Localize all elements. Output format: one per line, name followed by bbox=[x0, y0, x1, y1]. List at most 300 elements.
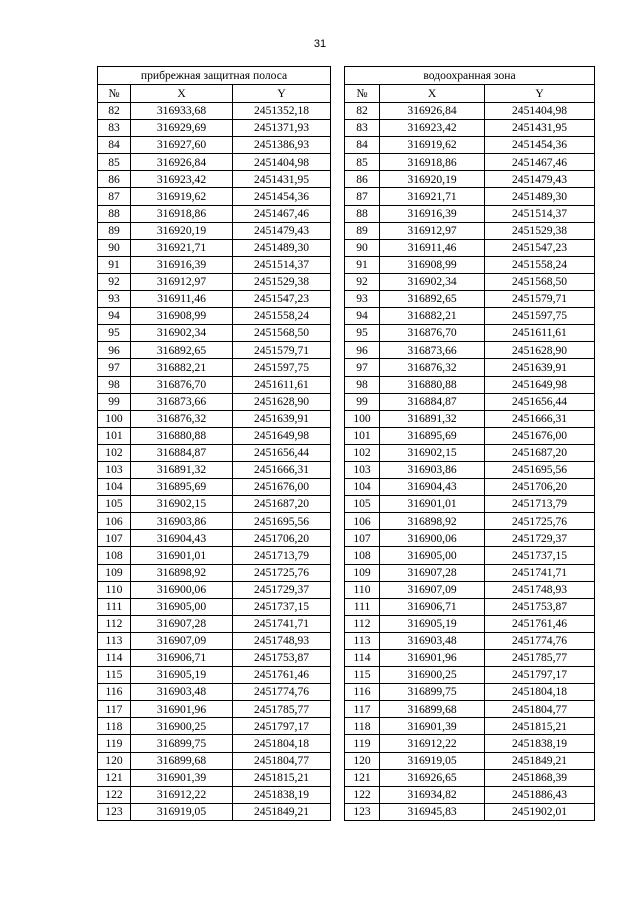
table-row bbox=[98, 120, 595, 137]
table-gap bbox=[331, 615, 345, 632]
left-cell-y: 2451676,00 bbox=[233, 479, 331, 496]
right-cell-y: 2451558,24 bbox=[485, 256, 595, 273]
right-cell-x: 316898,92 bbox=[380, 513, 485, 530]
left-cell-number: 109 bbox=[98, 564, 131, 581]
right-cell-y: 2451568,50 bbox=[485, 273, 595, 290]
left-cell-number: 83 bbox=[98, 120, 131, 137]
left-cell-y: 2451628,90 bbox=[233, 393, 331, 410]
right-cell-number: 98 bbox=[345, 376, 380, 393]
left-cell-x: 316902,15 bbox=[131, 496, 233, 513]
right-cell-x: 316891,32 bbox=[380, 410, 485, 427]
left-cell-y: 2451706,20 bbox=[233, 530, 331, 547]
left-cell-number: 93 bbox=[98, 291, 131, 308]
left-cell-y: 2451489,30 bbox=[233, 239, 331, 256]
left-column-header-number: № bbox=[98, 85, 131, 103]
table-row bbox=[98, 496, 595, 513]
left-cell-x: 316882,21 bbox=[131, 359, 233, 376]
left-cell-y: 2451547,23 bbox=[233, 291, 331, 308]
right-cell-y: 2451774,76 bbox=[485, 632, 595, 649]
right-cell-number: 83 bbox=[345, 120, 380, 137]
right-cell-x: 316906,71 bbox=[380, 598, 485, 615]
left-cell-number: 107 bbox=[98, 530, 131, 547]
left-cell-number: 89 bbox=[98, 222, 131, 239]
table-row bbox=[98, 188, 595, 205]
left-cell-x: 316920,19 bbox=[131, 222, 233, 239]
table-gap bbox=[331, 581, 345, 598]
table-row bbox=[98, 444, 595, 461]
left-cell-x: 316876,70 bbox=[131, 376, 233, 393]
left-cell-x: 316895,69 bbox=[131, 479, 233, 496]
right-cell-number: 114 bbox=[345, 650, 380, 667]
table-row bbox=[98, 256, 595, 273]
left-cell-x: 316904,43 bbox=[131, 530, 233, 547]
table-gap bbox=[331, 342, 345, 359]
table-row bbox=[98, 513, 595, 530]
table-gap bbox=[331, 222, 345, 239]
table-gap bbox=[331, 496, 345, 513]
table-gap bbox=[331, 718, 345, 735]
left-cell-x: 316906,71 bbox=[131, 650, 233, 667]
table-group-header-row bbox=[98, 67, 595, 85]
coordinates-table bbox=[97, 66, 595, 821]
left-cell-number: 122 bbox=[98, 786, 131, 803]
right-cell-number: 82 bbox=[345, 103, 380, 120]
left-cell-number: 110 bbox=[98, 581, 131, 598]
table-row bbox=[98, 650, 595, 667]
table-gap bbox=[331, 103, 345, 120]
left-cell-x: 316921,71 bbox=[131, 239, 233, 256]
left-cell-number: 98 bbox=[98, 376, 131, 393]
right-cell-number: 104 bbox=[345, 479, 380, 496]
left-cell-y: 2451431,95 bbox=[233, 171, 331, 188]
right-cell-y: 2451748,93 bbox=[485, 581, 595, 598]
right-cell-x: 316907,28 bbox=[380, 564, 485, 581]
right-cell-y: 2451797,17 bbox=[485, 667, 595, 684]
right-cell-x: 316905,19 bbox=[380, 615, 485, 632]
table-gap bbox=[331, 701, 345, 718]
right-cell-x: 316903,86 bbox=[380, 461, 485, 478]
table-gap bbox=[331, 154, 345, 171]
left-cell-y: 2451479,43 bbox=[233, 222, 331, 239]
table-gap bbox=[331, 359, 345, 376]
right-cell-x: 316926,65 bbox=[380, 769, 485, 786]
right-cell-x: 316899,68 bbox=[380, 701, 485, 718]
table-row bbox=[98, 547, 595, 564]
left-cell-number: 100 bbox=[98, 410, 131, 427]
right-cell-y: 2451611,61 bbox=[485, 325, 595, 342]
left-cell-y: 2451761,46 bbox=[233, 667, 331, 684]
table-row bbox=[98, 291, 595, 308]
right-cell-y: 2451547,23 bbox=[485, 239, 595, 256]
right-cell-x: 316882,21 bbox=[380, 308, 485, 325]
right-cell-y: 2451687,20 bbox=[485, 444, 595, 461]
right-cell-y: 2451741,71 bbox=[485, 564, 595, 581]
left-cell-number: 114 bbox=[98, 650, 131, 667]
left-cell-x: 316903,48 bbox=[131, 684, 233, 701]
left-cell-y: 2451774,76 bbox=[233, 684, 331, 701]
table-gap bbox=[331, 273, 345, 290]
left-cell-x: 316898,92 bbox=[131, 564, 233, 581]
table-row bbox=[98, 564, 595, 581]
right-cell-x: 316907,09 bbox=[380, 581, 485, 598]
left-cell-x: 316900,06 bbox=[131, 581, 233, 598]
right-cell-x: 316908,99 bbox=[380, 256, 485, 273]
right-cell-y: 2451785,77 bbox=[485, 650, 595, 667]
left-cell-y: 2451797,17 bbox=[233, 718, 331, 735]
right-cell-y: 2451737,15 bbox=[485, 547, 595, 564]
table-row bbox=[98, 718, 595, 735]
table-gap bbox=[331, 632, 345, 649]
table-gap bbox=[331, 547, 345, 564]
right-cell-number: 121 bbox=[345, 769, 380, 786]
table-row bbox=[98, 530, 595, 547]
right-cell-number: 100 bbox=[345, 410, 380, 427]
left-cell-y: 2451695,56 bbox=[233, 513, 331, 530]
right-cell-number: 94 bbox=[345, 308, 380, 325]
table-row bbox=[98, 803, 595, 820]
right-cell-number: 113 bbox=[345, 632, 380, 649]
right-cell-y: 2451761,46 bbox=[485, 615, 595, 632]
table-gap bbox=[331, 188, 345, 205]
right-cell-x: 316901,01 bbox=[380, 496, 485, 513]
left-cell-number: 106 bbox=[98, 513, 131, 530]
left-cell-y: 2451849,21 bbox=[233, 803, 331, 820]
right-cell-y: 2451838,19 bbox=[485, 735, 595, 752]
left-cell-y: 2451666,31 bbox=[233, 461, 331, 478]
right-cell-x: 316876,70 bbox=[380, 325, 485, 342]
right-cell-x: 316916,39 bbox=[380, 205, 485, 222]
table-gap bbox=[331, 650, 345, 667]
table-gap bbox=[331, 684, 345, 701]
right-cell-number: 109 bbox=[345, 564, 380, 581]
left-cell-number: 82 bbox=[98, 103, 131, 120]
left-cell-y: 2451729,37 bbox=[233, 581, 331, 598]
left-cell-y: 2451558,24 bbox=[233, 308, 331, 325]
left-cell-x: 316927,60 bbox=[131, 137, 233, 154]
left-cell-x: 316912,97 bbox=[131, 273, 233, 290]
left-cell-y: 2451649,98 bbox=[233, 427, 331, 444]
right-cell-y: 2451479,43 bbox=[485, 171, 595, 188]
right-cell-y: 2451676,00 bbox=[485, 427, 595, 444]
left-cell-number: 117 bbox=[98, 701, 131, 718]
table-row bbox=[98, 239, 595, 256]
table-gap bbox=[331, 376, 345, 393]
right-cell-number: 89 bbox=[345, 222, 380, 239]
left-cell-number: 119 bbox=[98, 735, 131, 752]
left-cell-y: 2451741,71 bbox=[233, 615, 331, 632]
table-gap bbox=[331, 410, 345, 427]
left-cell-y: 2451656,44 bbox=[233, 444, 331, 461]
table-row bbox=[98, 752, 595, 769]
left-cell-number: 105 bbox=[98, 496, 131, 513]
table-column-header-row bbox=[98, 85, 595, 103]
left-cell-y: 2451785,77 bbox=[233, 701, 331, 718]
left-cell-number: 99 bbox=[98, 393, 131, 410]
left-cell-x: 316908,99 bbox=[131, 308, 233, 325]
right-cell-x: 316895,69 bbox=[380, 427, 485, 444]
table-row bbox=[98, 598, 595, 615]
right-cell-x: 316926,84 bbox=[380, 103, 485, 120]
left-cell-y: 2451386,93 bbox=[233, 137, 331, 154]
left-cell-y: 2451639,91 bbox=[233, 410, 331, 427]
left-cell-x: 316905,00 bbox=[131, 598, 233, 615]
left-cell-number: 91 bbox=[98, 256, 131, 273]
table-gap bbox=[331, 171, 345, 188]
left-column-header-y: Y bbox=[233, 85, 331, 103]
table-gap bbox=[331, 325, 345, 342]
left-cell-x: 316899,75 bbox=[131, 735, 233, 752]
left-cell-number: 113 bbox=[98, 632, 131, 649]
right-cell-number: 106 bbox=[345, 513, 380, 530]
left-cell-y: 2451529,38 bbox=[233, 273, 331, 290]
right-table-title: водоохранная зона bbox=[345, 67, 595, 85]
table-row bbox=[98, 376, 595, 393]
right-column-header-x: X bbox=[380, 85, 485, 103]
left-cell-x: 316873,66 bbox=[131, 393, 233, 410]
right-cell-y: 2451529,38 bbox=[485, 222, 595, 239]
right-cell-y: 2451804,18 bbox=[485, 684, 595, 701]
right-cell-number: 118 bbox=[345, 718, 380, 735]
table-row bbox=[98, 479, 595, 496]
left-cell-y: 2451611,61 bbox=[233, 376, 331, 393]
table-row bbox=[98, 205, 595, 222]
left-cell-y: 2451568,50 bbox=[233, 325, 331, 342]
table-row bbox=[98, 222, 595, 239]
right-cell-x: 316900,06 bbox=[380, 530, 485, 547]
left-cell-number: 121 bbox=[98, 769, 131, 786]
right-cell-x: 316923,42 bbox=[380, 120, 485, 137]
right-cell-number: 86 bbox=[345, 171, 380, 188]
table-gap bbox=[331, 513, 345, 530]
left-cell-x: 316918,86 bbox=[131, 205, 233, 222]
left-cell-y: 2451404,98 bbox=[233, 154, 331, 171]
right-cell-y: 2451467,46 bbox=[485, 154, 595, 171]
right-column-header-number: № bbox=[345, 85, 380, 103]
left-cell-number: 95 bbox=[98, 325, 131, 342]
right-cell-number: 90 bbox=[345, 239, 380, 256]
table-gap bbox=[331, 735, 345, 752]
table-gap bbox=[331, 479, 345, 496]
right-column-header-y: Y bbox=[485, 85, 595, 103]
table-gap bbox=[331, 308, 345, 325]
left-cell-y: 2451804,77 bbox=[233, 752, 331, 769]
right-cell-number: 115 bbox=[345, 667, 380, 684]
left-cell-y: 2451371,93 bbox=[233, 120, 331, 137]
left-cell-number: 103 bbox=[98, 461, 131, 478]
left-cell-x: 316892,65 bbox=[131, 342, 233, 359]
right-cell-y: 2451431,95 bbox=[485, 120, 595, 137]
left-cell-x: 316901,96 bbox=[131, 701, 233, 718]
table-gap bbox=[331, 530, 345, 547]
right-cell-number: 111 bbox=[345, 598, 380, 615]
right-cell-number: 88 bbox=[345, 205, 380, 222]
left-cell-x: 316923,42 bbox=[131, 171, 233, 188]
left-cell-x: 316891,32 bbox=[131, 461, 233, 478]
left-cell-y: 2451597,75 bbox=[233, 359, 331, 376]
left-cell-y: 2451579,71 bbox=[233, 342, 331, 359]
left-cell-y: 2451804,18 bbox=[233, 735, 331, 752]
right-cell-number: 117 bbox=[345, 701, 380, 718]
right-cell-y: 2451514,37 bbox=[485, 205, 595, 222]
table-gap bbox=[331, 803, 345, 820]
left-cell-number: 96 bbox=[98, 342, 131, 359]
left-cell-x: 316919,62 bbox=[131, 188, 233, 205]
right-cell-x: 316945,83 bbox=[380, 803, 485, 820]
table-body bbox=[98, 103, 595, 821]
table-row bbox=[98, 632, 595, 649]
right-cell-x: 316876,32 bbox=[380, 359, 485, 376]
right-cell-y: 2451695,56 bbox=[485, 461, 595, 478]
right-cell-x: 316902,34 bbox=[380, 273, 485, 290]
right-cell-x: 316899,75 bbox=[380, 684, 485, 701]
right-cell-x: 316884,87 bbox=[380, 393, 485, 410]
table-row bbox=[98, 359, 595, 376]
right-cell-x: 316911,46 bbox=[380, 239, 485, 256]
left-cell-number: 123 bbox=[98, 803, 131, 820]
left-cell-number: 90 bbox=[98, 239, 131, 256]
left-cell-x: 316916,39 bbox=[131, 256, 233, 273]
right-cell-y: 2451597,75 bbox=[485, 308, 595, 325]
table-gap bbox=[331, 393, 345, 410]
right-cell-x: 316892,65 bbox=[380, 291, 485, 308]
right-cell-number: 96 bbox=[345, 342, 380, 359]
right-cell-number: 91 bbox=[345, 256, 380, 273]
left-cell-number: 108 bbox=[98, 547, 131, 564]
table-gap bbox=[331, 85, 345, 103]
right-cell-number: 93 bbox=[345, 291, 380, 308]
table-gap bbox=[331, 786, 345, 803]
right-cell-x: 316903,48 bbox=[380, 632, 485, 649]
table-gap bbox=[331, 291, 345, 308]
right-cell-number: 92 bbox=[345, 273, 380, 290]
table-gap bbox=[331, 256, 345, 273]
left-cell-x: 316902,34 bbox=[131, 325, 233, 342]
right-cell-number: 123 bbox=[345, 803, 380, 820]
left-cell-number: 101 bbox=[98, 427, 131, 444]
right-cell-number: 116 bbox=[345, 684, 380, 701]
table-gap bbox=[331, 564, 345, 581]
left-cell-x: 316919,05 bbox=[131, 803, 233, 820]
left-cell-x: 316907,28 bbox=[131, 615, 233, 632]
table-row bbox=[98, 273, 595, 290]
table-row bbox=[98, 427, 595, 444]
right-cell-number: 85 bbox=[345, 154, 380, 171]
right-cell-number: 107 bbox=[345, 530, 380, 547]
page-number: 31 bbox=[313, 38, 327, 50]
table-gap bbox=[331, 205, 345, 222]
table-row bbox=[98, 684, 595, 701]
left-cell-x: 316912,22 bbox=[131, 786, 233, 803]
left-table-title: прибрежная защитная полоса bbox=[98, 67, 331, 85]
left-cell-number: 87 bbox=[98, 188, 131, 205]
left-cell-x: 316884,87 bbox=[131, 444, 233, 461]
left-cell-number: 111 bbox=[98, 598, 131, 615]
left-cell-x: 316905,19 bbox=[131, 667, 233, 684]
left-cell-number: 92 bbox=[98, 273, 131, 290]
right-cell-x: 316912,22 bbox=[380, 735, 485, 752]
left-cell-x: 316929,69 bbox=[131, 120, 233, 137]
right-cell-number: 119 bbox=[345, 735, 380, 752]
table-gap bbox=[331, 769, 345, 786]
right-cell-y: 2451628,90 bbox=[485, 342, 595, 359]
left-cell-y: 2451753,87 bbox=[233, 650, 331, 667]
left-cell-x: 316933,68 bbox=[131, 103, 233, 120]
table-row bbox=[98, 103, 595, 120]
right-cell-x: 316912,97 bbox=[380, 222, 485, 239]
left-cell-y: 2451838,19 bbox=[233, 786, 331, 803]
table-row bbox=[98, 615, 595, 632]
right-cell-y: 2451729,37 bbox=[485, 530, 595, 547]
left-cell-number: 104 bbox=[98, 479, 131, 496]
right-cell-number: 99 bbox=[345, 393, 380, 410]
table-gap bbox=[331, 752, 345, 769]
right-cell-x: 316873,66 bbox=[380, 342, 485, 359]
left-cell-number: 88 bbox=[98, 205, 131, 222]
table-row bbox=[98, 701, 595, 718]
right-cell-y: 2451656,44 bbox=[485, 393, 595, 410]
right-cell-y: 2451804,77 bbox=[485, 701, 595, 718]
right-cell-number: 101 bbox=[345, 427, 380, 444]
right-cell-number: 110 bbox=[345, 581, 380, 598]
right-cell-y: 2451489,30 bbox=[485, 188, 595, 205]
left-cell-number: 118 bbox=[98, 718, 131, 735]
right-cell-number: 120 bbox=[345, 752, 380, 769]
right-cell-x: 316880,88 bbox=[380, 376, 485, 393]
right-cell-y: 2451753,87 bbox=[485, 598, 595, 615]
right-cell-y: 2451404,98 bbox=[485, 103, 595, 120]
left-cell-y: 2451815,21 bbox=[233, 769, 331, 786]
table-row bbox=[98, 308, 595, 325]
left-cell-y: 2451687,20 bbox=[233, 496, 331, 513]
right-cell-number: 87 bbox=[345, 188, 380, 205]
left-cell-x: 316880,88 bbox=[131, 427, 233, 444]
right-cell-x: 316902,15 bbox=[380, 444, 485, 461]
left-cell-number: 97 bbox=[98, 359, 131, 376]
table-row bbox=[98, 137, 595, 154]
table-row bbox=[98, 769, 595, 786]
right-cell-number: 108 bbox=[345, 547, 380, 564]
table-gap bbox=[331, 239, 345, 256]
table-gap bbox=[331, 427, 345, 444]
left-cell-y: 2451725,76 bbox=[233, 564, 331, 581]
left-cell-y: 2451467,46 bbox=[233, 205, 331, 222]
table-row bbox=[98, 667, 595, 684]
left-cell-y: 2451713,79 bbox=[233, 547, 331, 564]
right-cell-y: 2451706,20 bbox=[485, 479, 595, 496]
right-cell-number: 122 bbox=[345, 786, 380, 803]
table-gap bbox=[331, 137, 345, 154]
right-cell-x: 316918,86 bbox=[380, 154, 485, 171]
table-row bbox=[98, 154, 595, 171]
right-cell-y: 2451849,21 bbox=[485, 752, 595, 769]
table-gap bbox=[331, 444, 345, 461]
right-cell-number: 105 bbox=[345, 496, 380, 513]
right-cell-y: 2451454,36 bbox=[485, 137, 595, 154]
right-cell-number: 95 bbox=[345, 325, 380, 342]
right-cell-x: 316904,43 bbox=[380, 479, 485, 496]
right-cell-y: 2451649,98 bbox=[485, 376, 595, 393]
left-cell-number: 84 bbox=[98, 137, 131, 154]
right-cell-y: 2451713,79 bbox=[485, 496, 595, 513]
right-cell-x: 316919,62 bbox=[380, 137, 485, 154]
left-cell-x: 316876,32 bbox=[131, 410, 233, 427]
left-cell-x: 316899,68 bbox=[131, 752, 233, 769]
right-cell-y: 2451666,31 bbox=[485, 410, 595, 427]
table-row bbox=[98, 325, 595, 342]
right-cell-x: 316921,71 bbox=[380, 188, 485, 205]
left-cell-y: 2451737,15 bbox=[233, 598, 331, 615]
table-row bbox=[98, 461, 595, 478]
